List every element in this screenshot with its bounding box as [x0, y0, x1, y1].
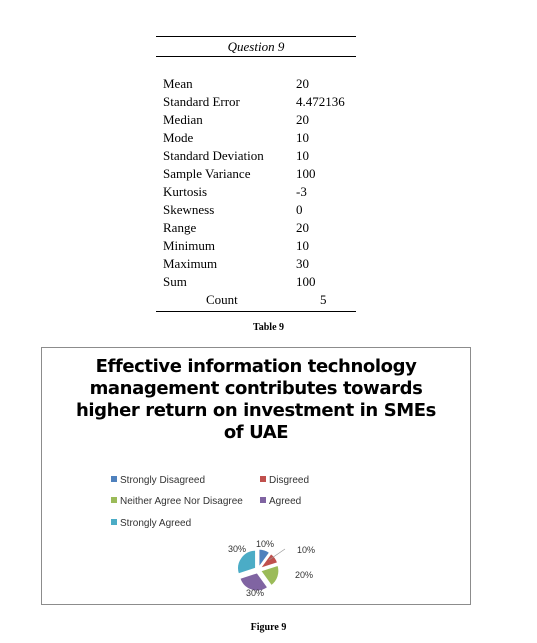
table-row	[156, 93, 356, 111]
stat-value: 20	[296, 76, 309, 91]
table-row	[156, 201, 356, 219]
table-row	[156, 273, 356, 291]
pie-data-label: 10%	[256, 539, 275, 549]
pie-plot-area	[42, 348, 470, 604]
stat-value: 30	[296, 256, 309, 271]
pie-chart	[41, 347, 471, 605]
stat-label: Kurtosis	[163, 184, 208, 199]
table-row	[156, 183, 356, 201]
table-caption: Table 9	[252, 322, 285, 333]
stat-value: -3	[296, 184, 307, 199]
table-row	[156, 165, 356, 183]
stat-value: 10	[296, 238, 309, 253]
table-row	[156, 219, 356, 237]
chart-title-line: higher return on investment in SMEs	[76, 400, 436, 421]
count-value: 5	[320, 292, 327, 307]
figure-caption: Figure 9	[250, 622, 287, 633]
table-row	[156, 75, 356, 93]
chart-title-line: of UAE	[223, 422, 289, 443]
stat-value: 100	[296, 274, 316, 289]
stat-label: Sample Variance	[163, 166, 251, 181]
stat-label: Mode	[163, 130, 194, 145]
stat-value: 20	[296, 112, 309, 127]
table-header: Question 9	[156, 37, 356, 57]
legend-label: Strongly Disagreed	[120, 475, 206, 486]
table-row	[156, 147, 356, 165]
stat-value: 4.472136	[296, 94, 345, 109]
legend-label: Agreed	[269, 496, 302, 507]
count-label: Count	[206, 292, 238, 307]
pie-data-label: 30%	[246, 588, 265, 598]
chart-title-line: management contributes towards	[89, 378, 423, 399]
stat-label: Standard Error	[163, 94, 240, 109]
stat-label: Sum	[163, 274, 187, 289]
legend-label: Disgreed	[269, 475, 310, 486]
table-row	[156, 129, 356, 147]
pie-data-label: 10%	[297, 545, 316, 555]
stat-label: Mean	[163, 76, 193, 91]
legend-label: Neither Agree Nor Disagree	[120, 496, 243, 507]
statistics-table	[156, 36, 356, 312]
table-row-count	[156, 291, 356, 309]
stat-label: Standard Deviation	[163, 148, 264, 163]
stat-label: Median	[163, 112, 203, 127]
stat-label: Maximum	[163, 256, 218, 271]
pie-data-label: 20%	[295, 570, 314, 580]
stat-label: Minimum	[163, 238, 216, 253]
table-row	[156, 255, 356, 273]
chart-title-line: Effective information technology	[95, 356, 417, 377]
legend-label: Strongly Agreed	[120, 518, 192, 529]
pie-data-label: 30%	[228, 544, 247, 554]
stat-value: 0	[296, 202, 303, 217]
table-row	[156, 111, 356, 129]
stat-value: 10	[296, 130, 309, 145]
stat-value: 100	[296, 166, 316, 181]
table-row	[156, 237, 356, 255]
stat-label: Skewness	[163, 202, 215, 217]
stat-value: 20	[296, 220, 309, 235]
stat-label: Range	[163, 220, 197, 235]
stat-value: 10	[296, 148, 309, 163]
